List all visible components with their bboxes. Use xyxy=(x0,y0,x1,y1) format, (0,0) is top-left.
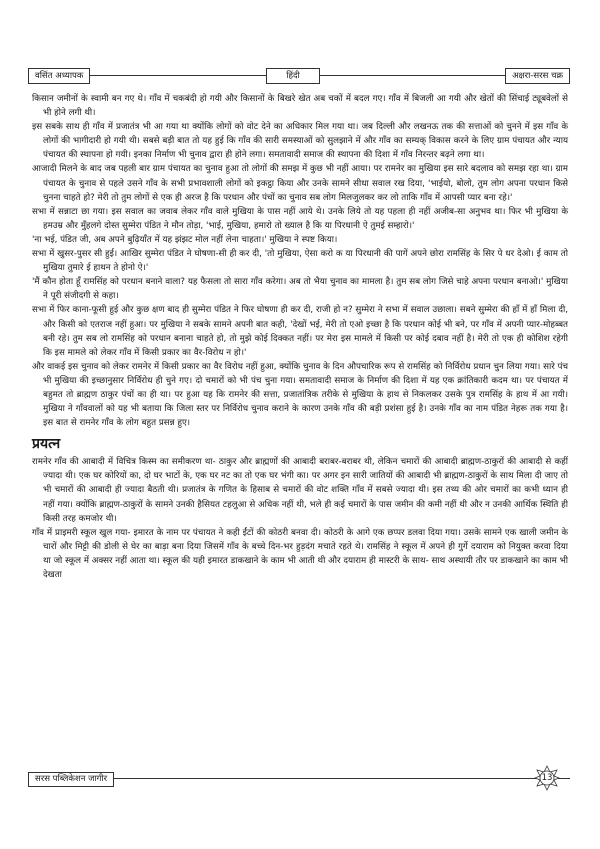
header-center-label: हिंदी xyxy=(266,68,320,84)
page-number-badge xyxy=(534,765,560,791)
header-right-label: अक्षरा-सरस चक्र xyxy=(505,68,570,84)
page-number: 13 xyxy=(541,773,553,783)
paragraph: गाँव में प्राइमरी स्कूल खुल गया- इमारत के नाम पर पंचायत ने कही ईंटों की कोठरी बनवा दी। कोठरी के आगे एक छप्पर डलवा दिया गया। उसके सामने एक खाली जमीन के चारों और मिट्टी की डोली से घेर का बाड़ा बना दिया जिसमें गाँव के बच्चे दिन-भर हुड़दंग मचाते रहते थे। रामसिंह ने स्कूल में अपने ही गुर्गे दयाराम को नियुक्त करवा दिया था जो स्कूल में अक्सर नहीं आता था। स्कूल की यही इमारत डाकखाने के काम भी आती थी और दयाराम ही मास्टरी के साथ- साथ अस्थायी तौर पर डाकखाने का काम भी देखता xyxy=(32,527,568,580)
paragraph: रामनेर गाँव की आबादी में विचित्र किस्म का समीकरण था- ठाकुर और ब्राह्मणों की आबादी बराबर-बराबर थी, लेकिन चमारों की आबादी ब्राह्मण-ठाकुरों की आबादी से कहीं ज्यादा थी। एक घर कोरियों का, दो घर भाटों के, एक घर नट का तो एक घर भंगी का। पर अगर इन सारी जातियों की आबादी भी ब्राह्मण-ठाकुरों के साथ मिला दी जाए तो भी चमारों की आबादी ही ज्यादा बैठती थी। प्रजातंत्र के गणित के हिसाब से चमारों की वोट शक्ति गाँव में सबसे ज्यादा थी। इस तथ्य की ओर चमारों का कभी ध्यान ही नहीं गया। क्योंकि ब्राह्मण-ठाकुरों के सामने उनकी हैसियत टहलुआ से अधिक नहीं थी, भले ही कई चमारों के पास जमीन की कमी नहीं थी और न उनकी आर्थिक स्थिति ही किसी तरह कमजोर थी। xyxy=(32,457,568,524)
paragraph: आजादी मिलने के बाद जब पहली बार ग्राम पंचायत का चुनाव हुआ तो लोगों की समझ में कुछ भी नहीं आया। पर रामनेर का मुखिया इस सारे बदलाव को समझ रहा था। ग्राम पंचायत के चुनाव से पहले उसने गाँव के सभी प्रभावशाली लोगों को इकट्ठा किया और उनके सामने सीधा सवाल रख दिया, 'भाईयो, बोलो, तुम लोग अपना परधान किसे चुनना चाहते हो? मेरी तो तुम लोगों से एक ही अरज है कि परधान और पंचों का चुनाव सब लोग मिलजुलकर कर लो ताकि गाँव में आपसी प्यार बना रहे।' xyxy=(32,164,568,203)
publisher-label: सरस पब्लिकेशन जागीर xyxy=(28,772,114,787)
section-title: प्रयत्न xyxy=(32,436,61,453)
page-body xyxy=(32,92,568,582)
paragraph: और वाकई इस चुनाव को लेकर रामनेर में किसी प्रकार का वैर विरोध नहीं हुआ, क्योंकि चुनाव के दिन औपचारिक रूप से रामसिंह को निर्विरोध प्रधान चुन लिया गया। सारे पंच भी मुखिया की इच्छानुसार निर्विरोध ही चुने गए। दो चमारों को भी पंच चुना गया। समतावादी समाज के निर्माण की दिशा में यह एक क्रांतिकारी कदम था। पर पंचायत में बहुमत तो ब्राह्मण ठाकुर पंचों का ही था। पर हुआ यह कि रामनेर की सत्ता, प्रजातांत्रिक तरीके से मुखिया के हाथ से निकलकर उसके पुत्र रामसिंह के हाथ में आ गयी। मुखिया ने गाँववालों को यह भी बताया कि जिला स्तर पर निर्विरोध चुनाव कराने के कारण उनके गाँव की बड़ी प्रशंसा हुई है। उनके गाँव का नाम पंडित नेहरू तक गया है। इस बात से रामनेर गाँव के लोग बहुत प्रसन्न हुए। xyxy=(32,361,568,429)
paragraph: सभा में खुसर-पुसर सी हुई। आखिर सुम्मेरा पंडित ने घोषणा-सी ही कर दी, 'तो मुखिया, ऐसा करो क या पिरधानी की पागें अपने छोरा रामसिंह के सिर पे धर देओ। ई काम तो मुखिया तुमारे ई हाथन ते होनो ऐ।' xyxy=(32,249,568,274)
paragraph: सभा में सन्नाटा छा गया। इस सवाल का जवाब लेकर गाँव वाले मुखिया के पास नहीं आये थे। उनके लिये तो यह पहला ही नहीं अजीब-सा अनुभव था। फिर भी मुखिया के हमउम्र और मुँहलगे दोस्त सुम्मेरा पंडित ने मौन तोड़ा, 'भाई, मुखिया, हमारो तो ख्याल है कि या पिरधानी ऐ तुमई सम्हारो।' xyxy=(32,206,568,231)
page-header xyxy=(28,68,570,84)
header-left-label: वसिंत अध्यापक xyxy=(28,68,90,84)
paragraph: 'मैं कौन होता हूँ रामसिंह को परधान बनाने वाला? यह फैसला तो सारा गाँव करेगा। अब तो भैया चुनाव का मामला है। तुम सब लोग जिसे चाहे अपना परधान बनाओ।' मुखिया ने पूरी संजीदगी से कहा। xyxy=(32,277,568,302)
paragraph: सभा में फिर काना-फूसी हुई और कुछ क्षण बाद ही सुम्मेरा पंडित ने फिर घोषणा ही कर दी, राजी हो न? सुम्मेरा ने सभा में सवाल उछाला। सबने सुम्मेरा की हाँ में हाँ मिला दी, और किसी को एतराज नहीं हुआ। पर मुखिया ने सबके सामने अपनी बात कही, 'देखों भई, मेरी तो एओ इच्छा है कि परधान कोई भी बने, पर गाँव में अपनी प्यार-मोहब्बत बनी रहे। तुम सब लो रामसिंह को परधान बनाना चाहते हो, तो मुझे कोई दिक्कत नहीं। पर मेरा इस मामले में किसी पर कोई दबाव नहीं है। मेरी तो एक ही कोशिश रहेगी कि इस मामले को लेकर गाँव में किसी प्रकार का वैर-विरोध न हो।' xyxy=(32,305,568,358)
paragraph: इस सबके साथ ही गाँव में प्रजातंत्र भी आ गया था क्योंकि लोगों को वोट देने का अधिकार मिल गया था। जब दिल्ली और लखनऊ तक की सत्ताओं को चुनने में इस गाँव के लोगों की भागीदारी हो गयी थी। सबसे बड़ी बात तो यह हुई कि गाँव की सारी समस्याओं को सुलझाने में और गाँव का सम्यक् विकास करने के लिए ग्राम पंचायत और न्याय पंचायत की स्थापना हो गयी। इनका निर्माण भी चुनाव द्वारा ही होने लगा। समतावादी समाज की स्थापना की दिशा में गाँव निरन्तर बढ़ने लगा था। xyxy=(32,122,568,161)
page-footer xyxy=(28,768,570,790)
paragraph: किसान जमीनों के स्वामी बन गए थे। गाँव में चकबंदी हो गयी और किसानों के बिखरे खेत अब चकों में बदल गए। गाँव में बिजली आ गयी और खेतों की सिंचाई ट्यूबवेलों से भी होने लगी थी। xyxy=(32,94,568,119)
paragraph: 'ना भई, पंडित जी, अब अपने बुढ़ियाँत में यह झंझट मोल नहीं लेना चाहता।' मुखिया ने स्पष्ट किया। xyxy=(32,234,338,245)
